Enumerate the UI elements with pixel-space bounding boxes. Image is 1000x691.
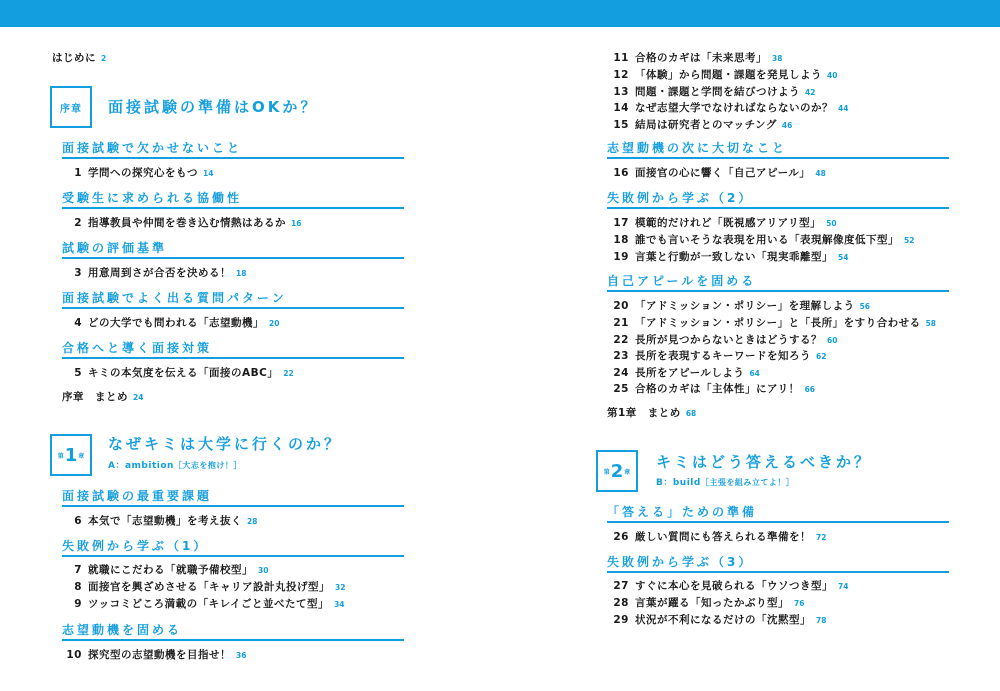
toc-entry-text: 学問への探究心をもつ <box>88 167 198 179</box>
toc-entry[interactable] <box>607 366 760 381</box>
toc-entry[interactable] <box>607 333 837 348</box>
toc-entry-text: どの大学でも問われる「志望動機」 <box>88 317 264 329</box>
section-heading: 失敗例から学ぶ（3） <box>607 555 754 569</box>
toc-page-number: 22 <box>283 369 294 378</box>
toc-entry-number: 3 <box>74 267 82 279</box>
chapter-number: 1 <box>64 444 78 466</box>
toc-entry-text: 厳しい質問にも答えられる準備を！ <box>635 531 811 543</box>
toc-entry[interactable] <box>62 266 246 281</box>
toc-entry-text: 本気で「志望動機」を考え抜く <box>88 515 242 527</box>
toc-entry-text: 指導教員や仲間を巻き込む情熱はあるか <box>88 217 286 229</box>
toc-entry-number: 29 <box>613 614 629 626</box>
toc-entry[interactable] <box>62 563 268 578</box>
toc-entry-number: 5 <box>74 367 82 379</box>
toc-page-number: 66 <box>804 385 816 394</box>
toc-entry-text: 長所を表現するキーワードを知ろう <box>635 350 811 362</box>
toc-entry[interactable] <box>607 216 837 231</box>
toc-page-number: 58 <box>925 319 937 328</box>
toc-entry-number: 26 <box>613 531 629 543</box>
toc-entry-text: 「アドミッション・ポリシー」を理解しよう <box>635 300 855 312</box>
toc-entry-text: 序章 まとめ <box>62 391 128 403</box>
toc-entry[interactable] <box>607 85 815 100</box>
toc-prologue-summary[interactable] <box>62 390 143 405</box>
toc-entry[interactable] <box>62 366 294 381</box>
toc-entry-number: 9 <box>74 598 82 610</box>
toc-entry[interactable] <box>607 101 848 116</box>
toc-entry[interactable] <box>62 580 345 595</box>
toc-page-number: 76 <box>794 599 805 608</box>
section-heading: 志望動機の次に大切なこと <box>607 141 788 155</box>
toc-entry-number: 18 <box>613 234 629 246</box>
toc-page-number: 78 <box>816 616 827 625</box>
toc-entry-text: 第1章 まとめ <box>607 407 681 419</box>
chapter-label: 序章 <box>60 103 82 115</box>
toc-entry[interactable] <box>607 68 837 83</box>
toc-entry-text: 面接官を興ざめさせる「キャリア設計丸投げ型」 <box>88 581 330 593</box>
toc-entry[interactable] <box>607 382 815 397</box>
toc-page-number: 72 <box>816 533 827 542</box>
toc-entry-text: 結局は研究者とのマッチング <box>635 119 777 131</box>
section-heading: 「答える」ための準備 <box>607 505 758 519</box>
toc-entry[interactable] <box>607 316 936 331</box>
section-rule <box>62 639 404 641</box>
section-rule <box>62 257 404 259</box>
section-rule <box>607 157 949 159</box>
toc-entry-number: 17 <box>613 217 629 229</box>
toc-entry-number: 7 <box>74 564 82 576</box>
toc-entry-number: 10 <box>66 649 82 661</box>
chapter-suffix: 章 <box>624 468 631 476</box>
toc-entry[interactable] <box>607 250 848 265</box>
toc-entry-text: 問題・課題と学問を結びつけよう <box>635 86 800 98</box>
toc-page-number: 32 <box>335 583 346 592</box>
prologue-title: 面接試験の準備はOKか？ <box>108 98 319 116</box>
toc-page-number: 52 <box>904 236 915 245</box>
section-heading: 志望動機を固める <box>62 623 183 637</box>
toc-chapter1-summary[interactable] <box>607 406 696 421</box>
chapter-suffix: 章 <box>78 452 85 460</box>
toc-entry-number: 28 <box>613 597 629 609</box>
toc-entry-text: 面接官の心に響く「自己アピール」 <box>635 167 811 179</box>
toc-entry-text: 探究型の志望動機を目指せ！ <box>88 649 231 661</box>
toc-entry-number: 14 <box>613 102 629 114</box>
section-heading: 受験生に求められる協働性 <box>62 191 243 205</box>
section-heading: 面接試験で欠かせないこと <box>62 141 243 155</box>
toc-page-number: 14 <box>203 169 214 178</box>
toc-entry-text: 「体験」から問題・課題を発見しよう <box>635 69 822 81</box>
toc-entry-number: 21 <box>613 317 629 329</box>
toc-entry-number: 15 <box>613 119 629 131</box>
toc-entry-number: 1 <box>74 167 82 179</box>
section-rule <box>62 307 404 309</box>
chapter1-title: なぜキミは大学に行くのか？ <box>108 435 343 453</box>
chapter-keyword: B：build <box>656 478 701 488</box>
chapter2-subtitle <box>656 477 794 489</box>
toc-page-number: 74 <box>838 582 849 591</box>
section-heading: 合格へと導く面接対策 <box>62 341 213 355</box>
toc-page-number: 64 <box>749 369 760 378</box>
toc-entry-number: 24 <box>613 367 629 379</box>
chapter-motto: ［大志を抱け！］ <box>173 461 242 470</box>
toc-page-number: 2 <box>101 54 107 63</box>
toc-entry-text: 就職にこだわる「就職予備校型」 <box>88 564 253 576</box>
toc-entry[interactable] <box>62 216 301 231</box>
toc-page-number: 54 <box>838 253 849 262</box>
toc-entry-text: ツッコミどころ満載の「キレイごと並べたて型」 <box>88 598 330 610</box>
toc-entry-text: 言葉と行動が一致しない「現実乖離型」 <box>635 251 833 263</box>
toc-page-number: 38 <box>772 54 783 63</box>
toc-entry[interactable] <box>607 299 870 314</box>
toc-page-number: 68 <box>685 409 697 418</box>
toc-page-number: 60 <box>827 336 838 345</box>
toc-entry-number: 16 <box>613 167 629 179</box>
toc-entry[interactable] <box>62 316 279 331</box>
section-heading: 失敗例から学ぶ（2） <box>607 191 754 205</box>
top-color-bar <box>0 0 1000 27</box>
toc-entry[interactable] <box>607 118 792 133</box>
toc-page-number: 36 <box>236 651 247 660</box>
section-rule <box>607 290 949 292</box>
section-heading: 面接試験の最重要課題 <box>62 489 213 503</box>
chapter-motto: ［主張を組み立てよ！］ <box>700 478 795 487</box>
toc-entry-text: はじめに <box>52 52 96 64</box>
toc-page-number: 24 <box>133 393 144 402</box>
section-rule <box>607 571 949 573</box>
toc-page-number: 48 <box>815 169 826 178</box>
toc-page-number: 50 <box>826 219 837 228</box>
toc-entry-number: 11 <box>613 52 629 64</box>
toc-entry-number: 12 <box>613 69 629 81</box>
toc-entry-text: 誰でも言いそうな表現を用いる「表現解像度低下型」 <box>635 234 899 246</box>
section-rule <box>62 207 404 209</box>
toc-entry-text: 合格のカギは「未来思考」 <box>635 52 767 64</box>
section-heading: 自己アピールを固める <box>607 274 757 288</box>
toc-entry-number: 19 <box>613 251 629 263</box>
chapter-prefix: 第 <box>603 468 610 476</box>
toc-entry-number: 20 <box>613 300 629 312</box>
toc-entry[interactable] <box>607 579 848 594</box>
section-rule <box>62 555 404 557</box>
toc-entry-text: 言葉が躍る「知ったかぶり型」 <box>635 597 789 609</box>
toc-entry-text: キミの本気度を伝える「面接のABC」 <box>88 367 279 379</box>
chapter1-label-box <box>50 434 92 476</box>
toc-entry-number: 22 <box>613 334 629 346</box>
section-rule <box>62 157 404 159</box>
prologue-label-box <box>50 86 92 128</box>
toc-page-number: 16 <box>291 219 302 228</box>
toc-entry-number: 27 <box>613 580 629 592</box>
toc-page-number: 40 <box>827 71 838 80</box>
toc-page-number: 46 <box>781 121 793 130</box>
section-rule <box>607 521 949 523</box>
chapter-keyword: A：ambition <box>108 461 174 471</box>
toc-entry[interactable] <box>62 514 257 529</box>
toc-entry[interactable] <box>607 613 826 628</box>
chapter-prefix: 第 <box>57 452 64 460</box>
toc-page-number: 20 <box>269 319 280 328</box>
chapter1-subtitle <box>108 460 242 472</box>
toc-page-number: 30 <box>258 566 269 575</box>
toc-entry-text: 用意周到さが合否を決める！ <box>88 267 231 279</box>
toc-entry-text: 「アドミッション・ポリシー」と「長所」をすり合わせる <box>635 317 921 329</box>
toc-entry[interactable] <box>62 597 345 612</box>
toc-entry[interactable] <box>607 51 782 66</box>
chapter2-label-box <box>596 450 638 492</box>
section-rule <box>607 207 949 209</box>
toc-entry[interactable] <box>607 166 826 181</box>
toc-page-number: 44 <box>838 104 849 113</box>
toc-entry-text: すぐに本心を見破られる「ウソつき型」 <box>635 580 833 592</box>
toc-entry[interactable] <box>607 233 914 248</box>
section-heading: 試験の評価基準 <box>62 241 168 255</box>
toc-page-number: 34 <box>334 600 345 609</box>
toc-entry-number: 6 <box>74 515 82 527</box>
toc-entry-text: 合格のカギは「主体性」にアリ！ <box>635 383 800 395</box>
section-rule <box>62 505 404 507</box>
toc-entry-number: 8 <box>74 581 82 593</box>
toc-entry-number: 4 <box>74 317 82 329</box>
toc-entry-number: 13 <box>613 86 629 98</box>
toc-entry[interactable] <box>607 530 826 545</box>
toc-page-number: 28 <box>247 517 258 526</box>
toc-entry-text: 長所が見つからないときはどうする？ <box>635 334 822 346</box>
toc-entry[interactable] <box>62 166 213 181</box>
toc-intro[interactable] <box>52 51 106 66</box>
toc-page-number: 62 <box>816 352 827 361</box>
section-rule <box>62 357 404 359</box>
toc-entry-text: なぜ志望大学でなければならないのか？ <box>635 102 833 114</box>
toc-entry[interactable] <box>607 596 804 611</box>
toc-entry-text: 模範的だけれど「既視感アリアリ型」 <box>635 217 822 229</box>
toc-page-number: 18 <box>236 269 247 278</box>
toc-page-number: 56 <box>859 302 871 311</box>
toc-page-number: 42 <box>805 88 816 97</box>
toc-entry[interactable] <box>62 648 246 663</box>
chapter-number: 2 <box>610 460 624 482</box>
section-heading: 失敗例から学ぶ（1） <box>62 539 209 553</box>
chapter2-title: キミはどう答えるべきか？ <box>656 453 873 471</box>
toc-entry-text: 状況が不利になるだけの「沈黙型」 <box>635 614 811 626</box>
toc-entry[interactable] <box>607 349 826 364</box>
toc-entry-number: 25 <box>613 383 629 395</box>
section-heading: 面接試験でよく出る質問パターン <box>62 291 287 305</box>
toc-entry-text: 長所をアピールしよう <box>635 367 745 379</box>
toc-entry-number: 2 <box>74 217 82 229</box>
toc-entry-number: 23 <box>613 350 629 362</box>
